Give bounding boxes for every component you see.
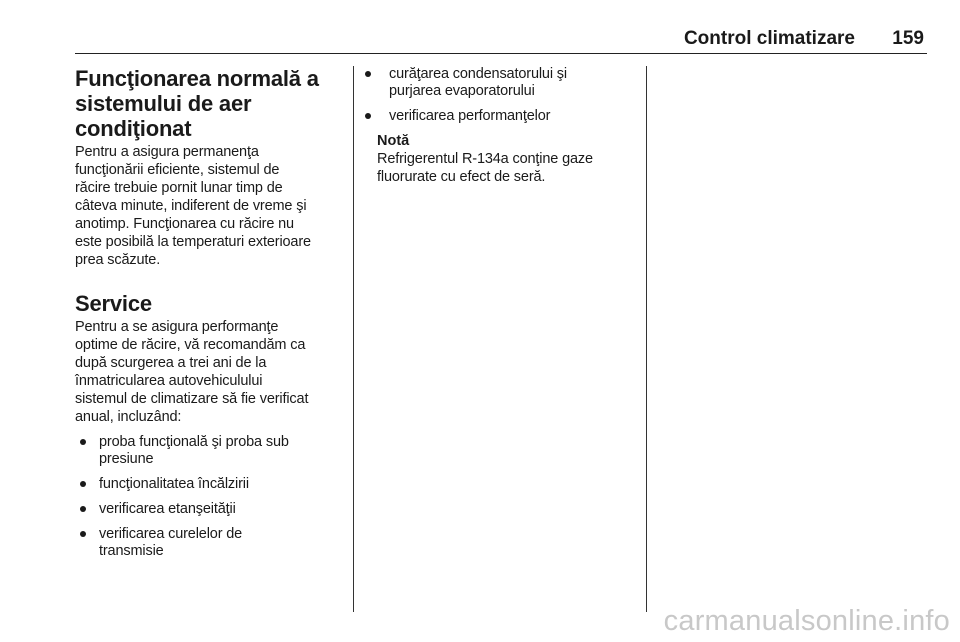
column-divider-left bbox=[353, 66, 354, 612]
note-title: Notă bbox=[377, 133, 410, 149]
paragraph-service: Pentru a se asigura performanţe optime de răcire, vă recomandăm ca după scurgerea a trei ani de la înmatricularea autovehiculului sistemul de climatizare să fie verificat anual, incluzând: bbox=[75, 319, 309, 425]
bullet-icon bbox=[365, 113, 371, 119]
list-item: proba funcţională şi proba sub presiune bbox=[75, 434, 347, 468]
list-item: curăţarea condensatorului şi purjarea evaporatorului bbox=[365, 66, 637, 100]
bullet-icon bbox=[80, 531, 86, 537]
page-number: 159 bbox=[892, 28, 924, 49]
list-item: funcţionalitatea încălzirii bbox=[75, 476, 347, 493]
note-box bbox=[365, 133, 637, 186]
watermark: carmanualsonline.info bbox=[663, 605, 950, 637]
column-middle bbox=[365, 66, 637, 186]
service-checklist bbox=[75, 434, 347, 560]
list-item: verificarea etanşeităţii bbox=[75, 501, 347, 518]
column-left bbox=[75, 66, 347, 568]
bullet-icon bbox=[365, 71, 371, 77]
list-item: verificarea performanţelor bbox=[365, 108, 637, 125]
list-item: verificarea curelelor de transmisie bbox=[75, 526, 347, 560]
chapter-title: Control climatizare bbox=[683, 28, 855, 49]
column-divider-right bbox=[646, 66, 647, 612]
bullet-icon bbox=[80, 481, 86, 487]
bullet-icon bbox=[80, 439, 86, 445]
paragraph-normal-operation: Pentru a asigura permanenţa funcţionării eficiente, sistemul de răcire trebuie pornit lunar timp de câteva minute, indiferent de vreme şi anotimp. Funcţionarea cu răcire nu este posibilă la temperaturi exterioare prea scăzute. bbox=[75, 144, 311, 268]
bullet-icon bbox=[80, 506, 86, 512]
note-text: Refrigerentul R-134a conţine gaze fluorurate cu efect de seră. bbox=[377, 151, 593, 185]
service-checklist-continued bbox=[365, 66, 637, 125]
section-heading-normal-operation: Funcţionarea normală a sistemului de aer condiţionat bbox=[75, 66, 319, 141]
section-heading-service: Service bbox=[75, 291, 152, 316]
page-header bbox=[75, 26, 927, 54]
